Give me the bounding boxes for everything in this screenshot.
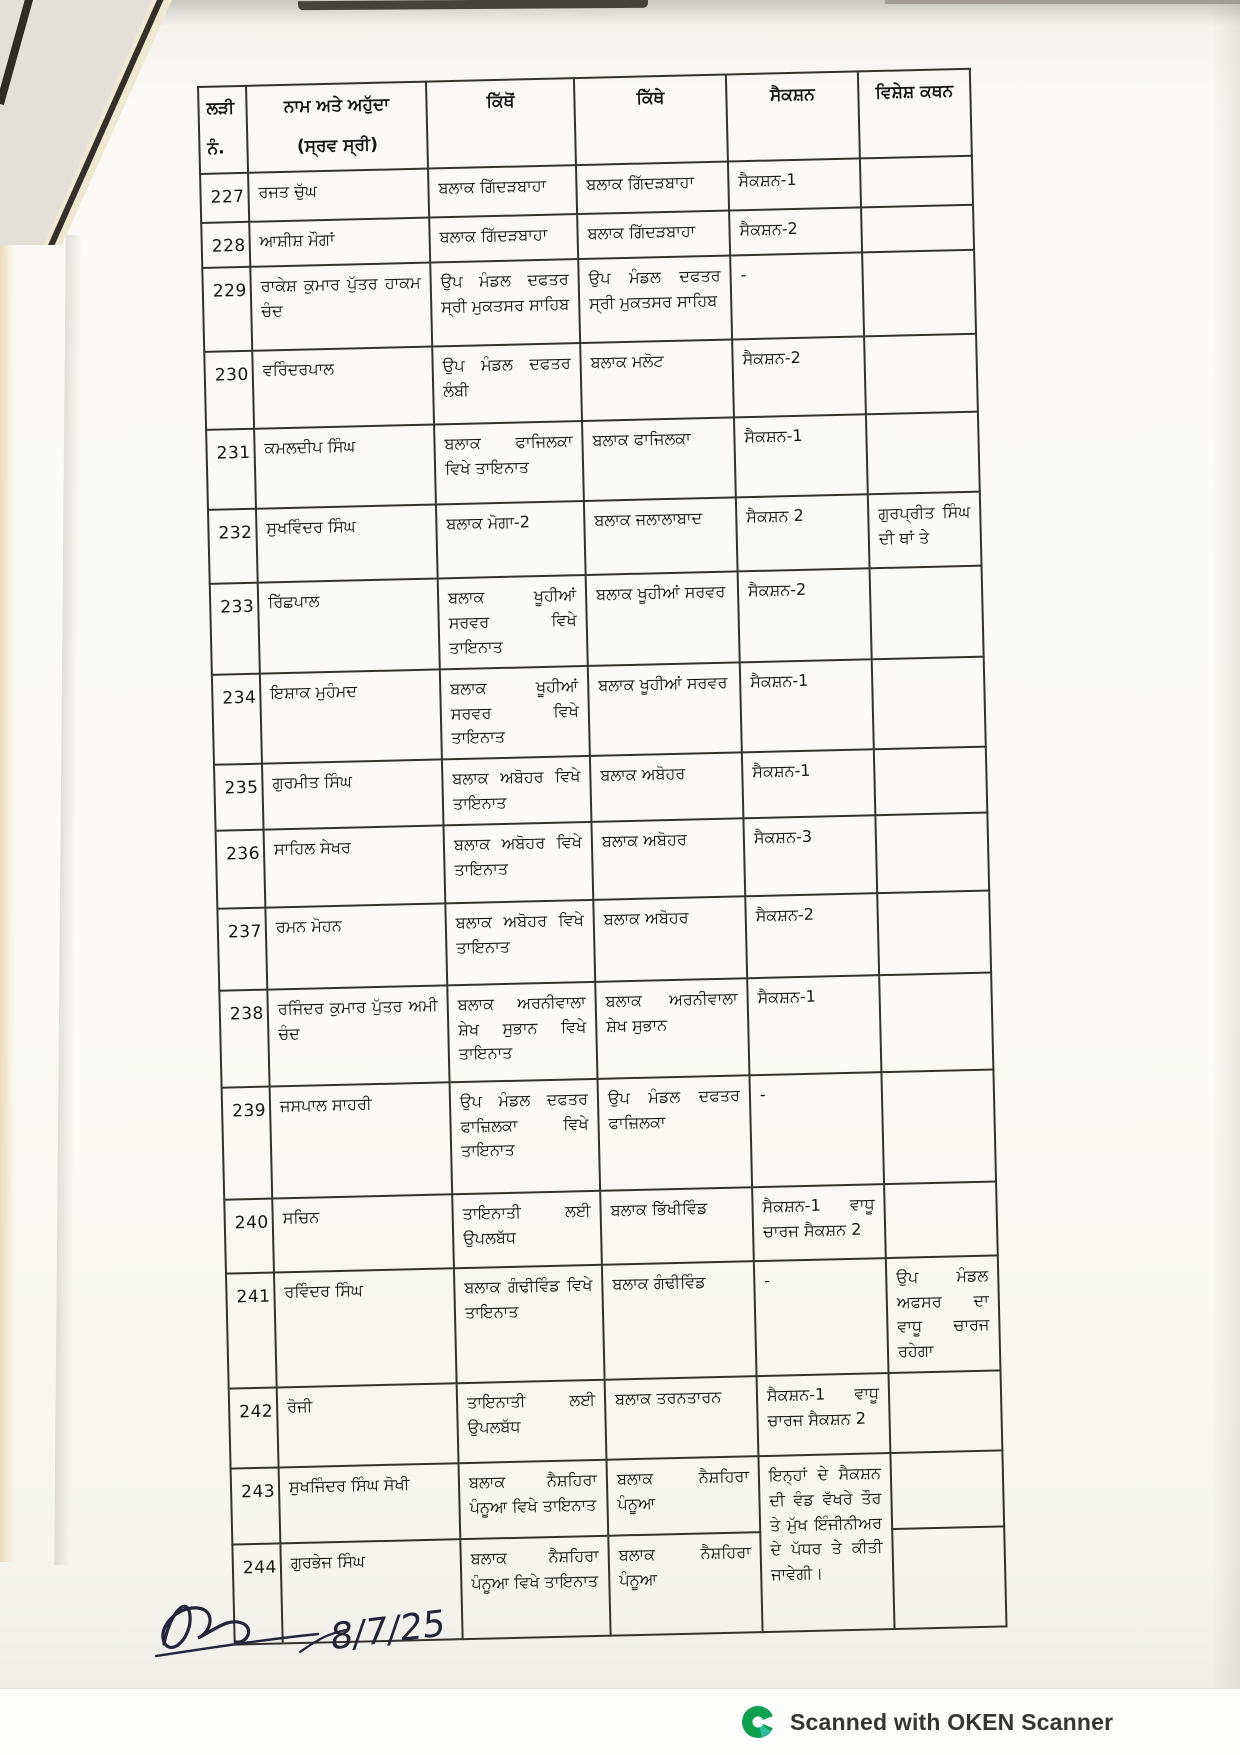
- to-cell: ਬਲਾਕ ਖੂਹੀਆਂ ਸਰਵਰ: [586, 572, 740, 666]
- serial-cell: 237: [217, 907, 267, 990]
- section-cell: ਸੈਕਸ਼ਨ-1: [728, 158, 861, 210]
- serial-cell: 233: [210, 583, 260, 674]
- section-cell: ਸੈਕਸ਼ਨ-1: [740, 659, 874, 752]
- to-cell: ਬਲਾਕ ਗੰਢੀਵਿੰਡ: [602, 1261, 757, 1380]
- from-cell: ਬਲਾਕ ਗੰਢੀਵਿੰਡ ਵਿਖੇ ਤਾਇਨਾਤ: [454, 1265, 605, 1384]
- name-cell: ਰਵਿੰਦਰ ਸਿੰਘ: [274, 1268, 457, 1387]
- column-header-5: ਵਿਸ਼ੇਸ਼ ਕਥਨ: [858, 69, 972, 159]
- serial-cell: 240: [224, 1198, 274, 1273]
- to-cell: ਬਲਾਕ ਅਰਨੀਵਾਲਾ ਸ਼ੇਖ ਸੁਭਾਨ: [595, 978, 749, 1079]
- remark-cell: [874, 747, 988, 815]
- remark-cell: [861, 205, 974, 253]
- serial-cell: 231: [206, 429, 256, 510]
- name-cell: ਰਜਿੰਦਰ ਕੁਮਾਰ ਪੁੱਤਰ ਅਮੀ ਚੰਦ: [267, 985, 449, 1086]
- remark-cell: [884, 1181, 998, 1258]
- to-cell: ਬਲਾਕ ਅਬੋਹਰ: [593, 896, 747, 982]
- section-cell: -: [749, 1072, 884, 1187]
- remark-cell: [875, 812, 989, 893]
- serial-cell: 230: [204, 351, 254, 430]
- section-cell: ਇਨ੍ਹਾਂ ਦੇ ਸੈਕਸ਼ਨ ਦੀ ਵੰਡ ਵੱਖਰੇ ਤੌਰ ਤੇ ਮੁੱਖ ਇੰਜੀਨੀਅਰ ਦੇ ਪੱਧਰ ਤੇ ਕੀਤੀ ਜਾਵੇਗੀ।: [758, 1453, 894, 1632]
- section-cell: ਸੈਕਸ਼ਨ-2: [745, 893, 879, 978]
- table-row: [222, 1069, 996, 1199]
- serial-cell: 236: [216, 829, 266, 908]
- from-cell: ਤਾਇਨਾਤੀ ਲਈ ਉਪਲਬੱਧ: [457, 1380, 607, 1463]
- remark-cell: [872, 656, 986, 749]
- column-header-2: ਕਿੱਥੋਂ: [426, 78, 576, 168]
- serial-cell: 241: [226, 1272, 277, 1388]
- from-cell: ਉਪ ਮੰਡਲ ਦਫਤਰ ਫਾਜ਼ਿਲਕਾ ਵਿਖੇ ਤਾਇਨਾਤ: [450, 1079, 601, 1194]
- from-cell: ਤਾਇਨਾਤੀ ਲਈ ਉਪਲਬੱਧ: [452, 1191, 602, 1268]
- remark-cell: [879, 972, 993, 1072]
- remark-cell: ਉਪ ਮੰਡਲ ਅਫਸਰ ਦਾ ਵਾਧੂ ਚਾਰਜ ਰਹੇਗਾ: [886, 1255, 1001, 1373]
- section-cell: ਸੈਕਸ਼ਨ 2: [736, 495, 870, 572]
- name-cell: ਸੁਖਜਿੰਦਰ ਸਿੰਘ ਸੋਖੀ: [279, 1463, 461, 1543]
- from-cell: ਬਲਾਕ ਅਬੋਹਰ ਵਿਖੇ ਤਾਇਨਾਤ: [443, 822, 593, 903]
- serial-cell: 239: [222, 1086, 273, 1199]
- remark-cell: [862, 250, 976, 337]
- table-row: [219, 972, 993, 1087]
- from-cell: ਉਪ ਮੰਡਲ ਦਫਤਰ ਲੰਬੀ: [432, 343, 582, 424]
- column-header-3: ਕਿੱਥੇ: [574, 75, 728, 166]
- name-cell: ਸਚਿਨ: [272, 1194, 454, 1272]
- section-cell: ਸੈਕਸ਼ਨ-1: [734, 415, 868, 498]
- name-cell: ਕਮਲਦੀਪ ਸਿੰਘ: [254, 425, 436, 509]
- from-cell: ਬਲਾਕ ਅਬੋਹਰ ਵਿਖੇ ਤਾਇਨਾਤ: [442, 756, 592, 825]
- name-cell: ਗੁਰਭੇਜ ਸਿੰਘ: [280, 1539, 462, 1643]
- from-cell: ਉਪ ਮੰਡਲ ਦਫਤਰ ਸ੍ਰੀ ਮੁਕਤਸਰ ਸਾਹਿਬ: [430, 259, 580, 346]
- name-cell: ਇਸ਼ਾਕ ਮੁਹੰਮਦ: [260, 669, 442, 764]
- remark-cell: [877, 890, 991, 975]
- from-cell: ਬਲਾਕ ਗਿੱਦੜਬਾਹਾ: [429, 214, 578, 263]
- name-cell: ਵਰਿੰਦਰਪਾਲ: [252, 347, 434, 429]
- section-cell: ਸੈਕਸ਼ਨ-1 ਵਾਧੂ ਚਾਰਜ ਸੈਕਸ਼ਨ 2: [757, 1373, 891, 1456]
- serial-cell: 229: [202, 267, 252, 352]
- section-cell: ਸੈਕਸ਼ਨ-1 ਵਾਧੂ ਚਾਰਜ ਸੈਕਸ਼ਨ 2: [752, 1184, 886, 1261]
- signature-date: 8/7/25: [329, 1601, 447, 1659]
- section-cell: ਸੈਕਸ਼ਨ-1: [742, 749, 876, 818]
- name-cell: ਰੋਜੀ: [277, 1383, 459, 1467]
- page-curl-corner: [0, 0, 230, 245]
- from-cell: ਬਲਾਕ ਨੈਸ਼ਹਿਰਾ ਪੰਨੂਆ ਵਿਖੇ ਤਾਇਨਾਤ: [460, 1536, 610, 1639]
- table-row: [226, 1255, 1000, 1388]
- name-cell: ਰਿੱਛਪਾਲ: [258, 579, 440, 674]
- from-cell: ਬਲਾਕ ਅਬੋਹਰ ਵਿਖੇ ਤਾਇਨਾਤ: [445, 900, 595, 985]
- name-cell: ਸੁਖਵਿੰਦਰ ਸਿੰਘ: [256, 505, 438, 583]
- to-cell: ਬਲਾਕ ਨੈਸ਼ਹਿਰਾ ਪੰਨੂਆ: [606, 1456, 760, 1536]
- scanner-footer-text: Scanned with OKEN Scanner: [790, 1708, 1114, 1735]
- from-cell: ਬਲਾਕ ਫਾਜਿਲਕਾ ਵਿਖੇ ਤਾਇਨਾਤ: [434, 421, 584, 504]
- table-region: [197, 68, 1006, 1646]
- from-cell: ਬਲਾਕ ਗਿੱਦੜਬਾਹਾ: [428, 165, 577, 217]
- section-cell: ਸੈਕਸ਼ਨ-3: [743, 815, 877, 896]
- remark-cell: [864, 334, 978, 415]
- from-cell: ਬਲਾਕ ਖੂਹੀਆਂ ਸਰਵਰ ਵਿਖੇ ਤਾਇਨਾਤ: [440, 666, 590, 760]
- right-edge-shade: [1212, 0, 1240, 1689]
- name-cell: ਰਮਨ ਮੋਹਨ: [265, 903, 447, 989]
- to-cell: ਬਲਾਕ ਤਰਨਤਾਰਨ: [605, 1376, 759, 1460]
- name-cell: ਰਜਤ ਚੁੱਘ: [248, 169, 429, 222]
- column-header-0: ਲੜੀ ਨੰ.: [198, 86, 248, 174]
- remark-cell: [866, 412, 980, 495]
- to-cell: ਬਲਾਕ ਖੂਹੀਆਂ ਸਰਵਰ: [588, 662, 742, 756]
- name-cell: ਸਾਹਿਲ ਸੇਖਰ: [264, 825, 446, 907]
- serial-cell: 227: [200, 173, 249, 223]
- from-cell: ਬਲਾਕ ਨੈਸ਼ਹਿਰਾ ਪੰਨੂਆ ਵਿਖੇ ਤਾਇਨਾਤ: [459, 1460, 609, 1539]
- page-edge-line: [885, 0, 1240, 4]
- section-cell: ਸੈਕਸ਼ਨ-1: [747, 975, 881, 1075]
- scanner-footer: [0, 1688, 1240, 1755]
- to-cell: ਬਲਾਕ ਅਬੋਹਰ: [591, 818, 745, 900]
- serial-cell: 235: [214, 764, 264, 831]
- section-cell: -: [730, 253, 864, 340]
- to-cell: ਉਪ ਮੰਡਲ ਦਫਤਰ ਸ੍ਰੀ ਮੁਕਤਸਰ ਸਾਹਿਬ: [578, 256, 732, 344]
- to-cell: ਬਲਾਕ ਗਿੱਦੜਬਾਹਾ: [577, 210, 730, 259]
- to-cell: ਬਲਾਕ ਜਲਾਲਾਬਾਦ: [584, 498, 738, 576]
- name-cell: ਗੁਰਮੀਤ ਸਿੰਘ: [262, 760, 443, 830]
- name-cell: ਜਸਪਾਲ ਸਾਹਰੀ: [270, 1082, 453, 1198]
- name-cell: ਰਾਕੇਸ਼ ਕੁਮਾਰ ਪੁੱਤਰ ਹਾਕਮ ਚੰਦ: [250, 263, 432, 351]
- to-cell: ਉਪ ਮੰਡਲ ਦਫਤਰ ਫਾਜ਼ਿਲਕਾ: [597, 1075, 752, 1191]
- section-cell: -: [754, 1258, 889, 1376]
- column-header-1: ਨਾਮ ਅਤੇ ਅਹੁੱਦਾ (ਸ੍ਰਵ ਸ੍ਰੀ): [246, 82, 428, 173]
- to-cell: ਬਲਾਕ ਮਲੋਟ: [580, 340, 734, 422]
- remark-cell: [892, 1526, 1006, 1629]
- from-cell: ਬਲਾਕ ਅਰਨੀਵਾਲਾ ਸ਼ੇਖ ਸੁਭਾਨ ਵਿਖੇ ਤਾਇਨਾਤ: [447, 982, 597, 1082]
- from-cell: ਬਲਾਕ ਮੋਗਾ-2: [436, 501, 586, 578]
- remark-cell: ਗੁਰਪ੍ਰੀਤ ਸਿੰਘ ਦੀ ਥਾਂ ਤੇ: [868, 492, 982, 569]
- to-cell: ਬਲਾਕ ਫਾਜਿਲਕਾ: [582, 418, 736, 502]
- from-cell: ਬਲਾਕ ਖੂਹੀਆਂ ਸਰਵਰ ਵਿਖੇ ਤਾਇਨਾਤ: [438, 575, 588, 669]
- to-cell: ਬਲਾਕ ਭਿੱਖੀਵਿੰਡ: [600, 1187, 754, 1265]
- transfer-table: [197, 68, 1008, 1646]
- to-cell: ਬਲਾਕ ਗਿੱਦੜਬਾਹਾ: [576, 162, 729, 215]
- remark-cell: [881, 1069, 996, 1184]
- serial-cell: 234: [212, 673, 262, 764]
- serial-cell: 244: [232, 1543, 282, 1644]
- to-cell: ਬਲਾਕ ਅਬੋਹਰ: [590, 752, 744, 821]
- remark-cell: [860, 156, 973, 208]
- remark-cell: [889, 1370, 1003, 1453]
- remark-cell: [890, 1450, 1004, 1529]
- column-header-4: ਸੈਕਸ਼ਨ: [726, 71, 860, 161]
- serial-cell: 228: [201, 222, 250, 268]
- oken-logo-icon: [740, 1704, 776, 1740]
- name-cell: ਆਸ਼ੀਸ਼ ਮੌਗਾਂ: [249, 218, 430, 268]
- section-cell: ਸੈਕਸ਼ਨ-2: [729, 207, 862, 255]
- to-cell: ਬਲਾਕ ਨੈਸ਼ਹਿਰਾ ਪੰਨੂਆ: [608, 1532, 762, 1636]
- serial-cell: 243: [231, 1467, 281, 1544]
- left-page-edge: [0, 212, 15, 1562]
- signature: [150, 1578, 480, 1680]
- serial-cell: 242: [229, 1387, 279, 1468]
- section-cell: ਸੈਕਸ਼ਨ-2: [738, 569, 872, 662]
- section-cell: ਸੈਕਸ਼ਨ-2: [732, 337, 866, 418]
- serial-cell: 232: [208, 509, 258, 584]
- remark-cell: [870, 566, 984, 659]
- serial-cell: 238: [219, 989, 269, 1087]
